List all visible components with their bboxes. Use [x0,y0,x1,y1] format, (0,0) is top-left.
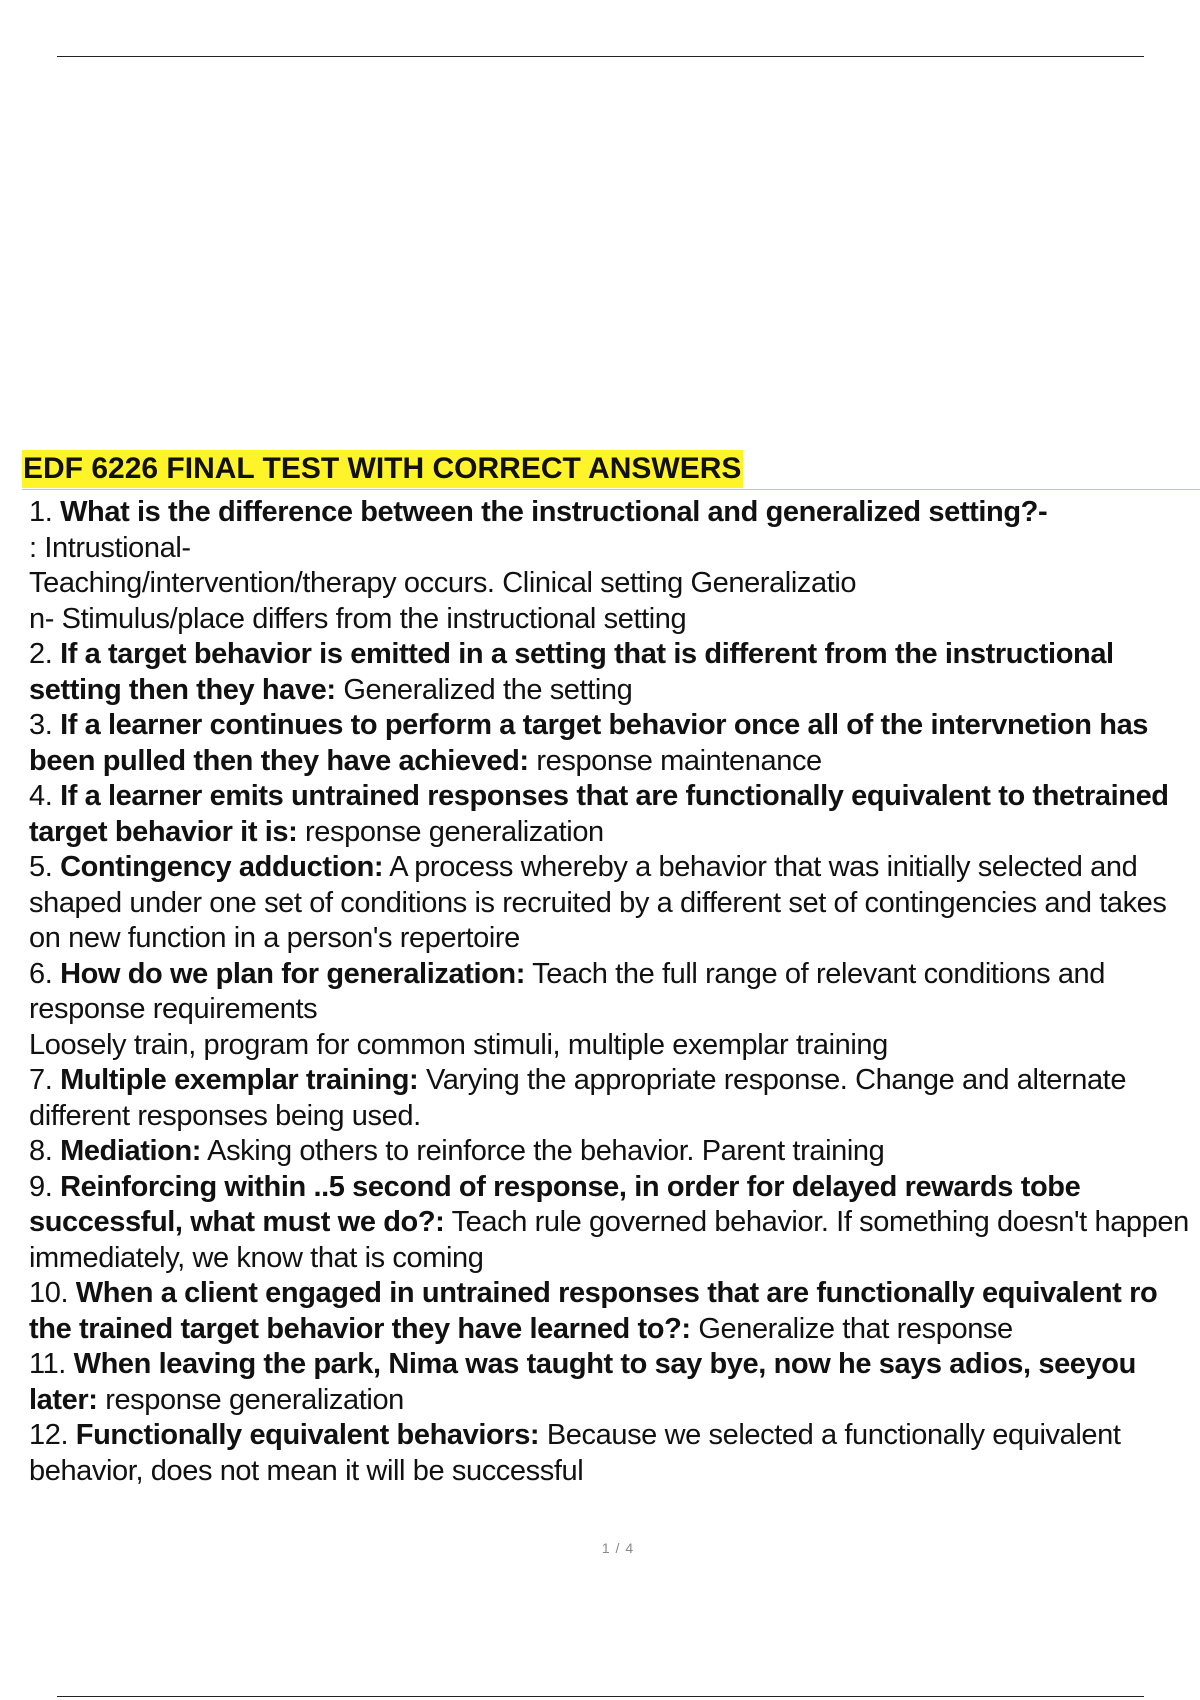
answer-line: : Intrustional- [29,531,191,564]
item-number: 1. [29,496,53,528]
bottom-divider [57,1696,1144,1697]
answer-text: response generalization [305,815,604,848]
item-number: 6. [29,957,53,990]
item-number: 11. [29,1348,66,1380]
answer-text: response maintenance [536,744,822,777]
question-text: If a learner emits untrained responses that are functionally equivalent to thetrained target behavior it is: [29,780,1169,848]
question-text: When leaving the park, Nima was taught to say bye, now he says adios, seeyou later: [29,1348,1136,1416]
question-text: Reinforcing within ..5 second of response, in order for delayed rewards tobe successful, what must we do?: [29,1170,1081,1238]
answer-text: response generalization [105,1383,404,1416]
item-number: 9. [29,1170,53,1203]
question-text: Functionally equivalent behaviors: [75,1419,540,1451]
top-divider [57,56,1144,57]
answer-text: Because we selected a functionally equivalent behavior, does not mean it will be successful [29,1419,1121,1487]
question-text: Mediation: [60,1135,202,1167]
question-text: Contingency adduction: [60,851,384,883]
qa-item-11 [29,1347,1194,1418]
answer-text: Asking others to reinforce the behavior. Parent training [207,1135,885,1167]
qa-item-6 [29,957,1194,1064]
question-text: What is the difference between the instructional and generalized setting?- [60,496,1048,528]
answer-text: Varying the appropriate response. Change and alternate different responses being used. [29,1064,1127,1132]
item-number: 12. [29,1419,69,1451]
question-text: If a target behavior is emitted in a setting that is different from the instructional setting then they have: [29,638,1114,706]
qa-item-7 [29,1063,1194,1134]
item-number: 7. [29,1064,53,1096]
qa-item-1 [29,495,1194,637]
qa-item-9 [29,1170,1194,1277]
item-number: 3. [29,709,53,741]
answer-text: Generalized the setting [343,673,633,706]
page-indicator: 1 / 4 [601,1540,635,1556]
question-text: If a learner continues to perform a target behavior once all of the intervnetion has been pulled then they have achieved: [29,709,1149,777]
question-text: Multiple exemplar training: [60,1064,419,1096]
question-text: How do we plan for generalization: [60,957,525,990]
answer-text: A process whereby a behavior that was initially selected and shaped under one set of conditions is recruited by a different set of contingencies and takes on new function in a person's repertoire [29,851,1167,954]
title-underline [22,489,1200,490]
answer-text: Generalize that response [698,1312,1013,1345]
qa-list [29,495,1194,1489]
answer-line: Teaching/intervention/therapy occurs. Clinical setting Generalizatio [29,567,857,599]
qa-item-5 [29,850,1194,957]
answer-text: Teach the full range of relevant conditions and response requirements [29,957,1106,1025]
item-number: 4. [29,780,53,812]
qa-item-4 [29,779,1194,850]
question-text: When a client engaged in untrained responses that are functionally equivalent ro the trained target behavior they have learned to?: [29,1277,1158,1345]
document-title: EDF 6226 FINAL TEST WITH CORRECT ANSWERS [22,450,743,488]
item-number: 10. [29,1277,69,1309]
title-row [22,450,1200,490]
qa-item-12 [29,1418,1194,1489]
qa-item-3 [29,708,1194,779]
answer-extra-line: Loosely train, program for common stimuli, multiple exemplar training [29,1028,888,1061]
answer-text: Teach rule governed behavior. If something doesn't happen immediately, we know that is coming [29,1206,1189,1274]
answer-line: n- Stimulus/place differs from the instructional setting [29,602,687,635]
qa-item-2 [29,637,1194,708]
item-number: 2. [29,638,53,670]
item-number: 8. [29,1135,53,1167]
item-number: 5. [29,851,53,883]
qa-item-10 [29,1276,1194,1347]
qa-item-8 [29,1134,1194,1170]
